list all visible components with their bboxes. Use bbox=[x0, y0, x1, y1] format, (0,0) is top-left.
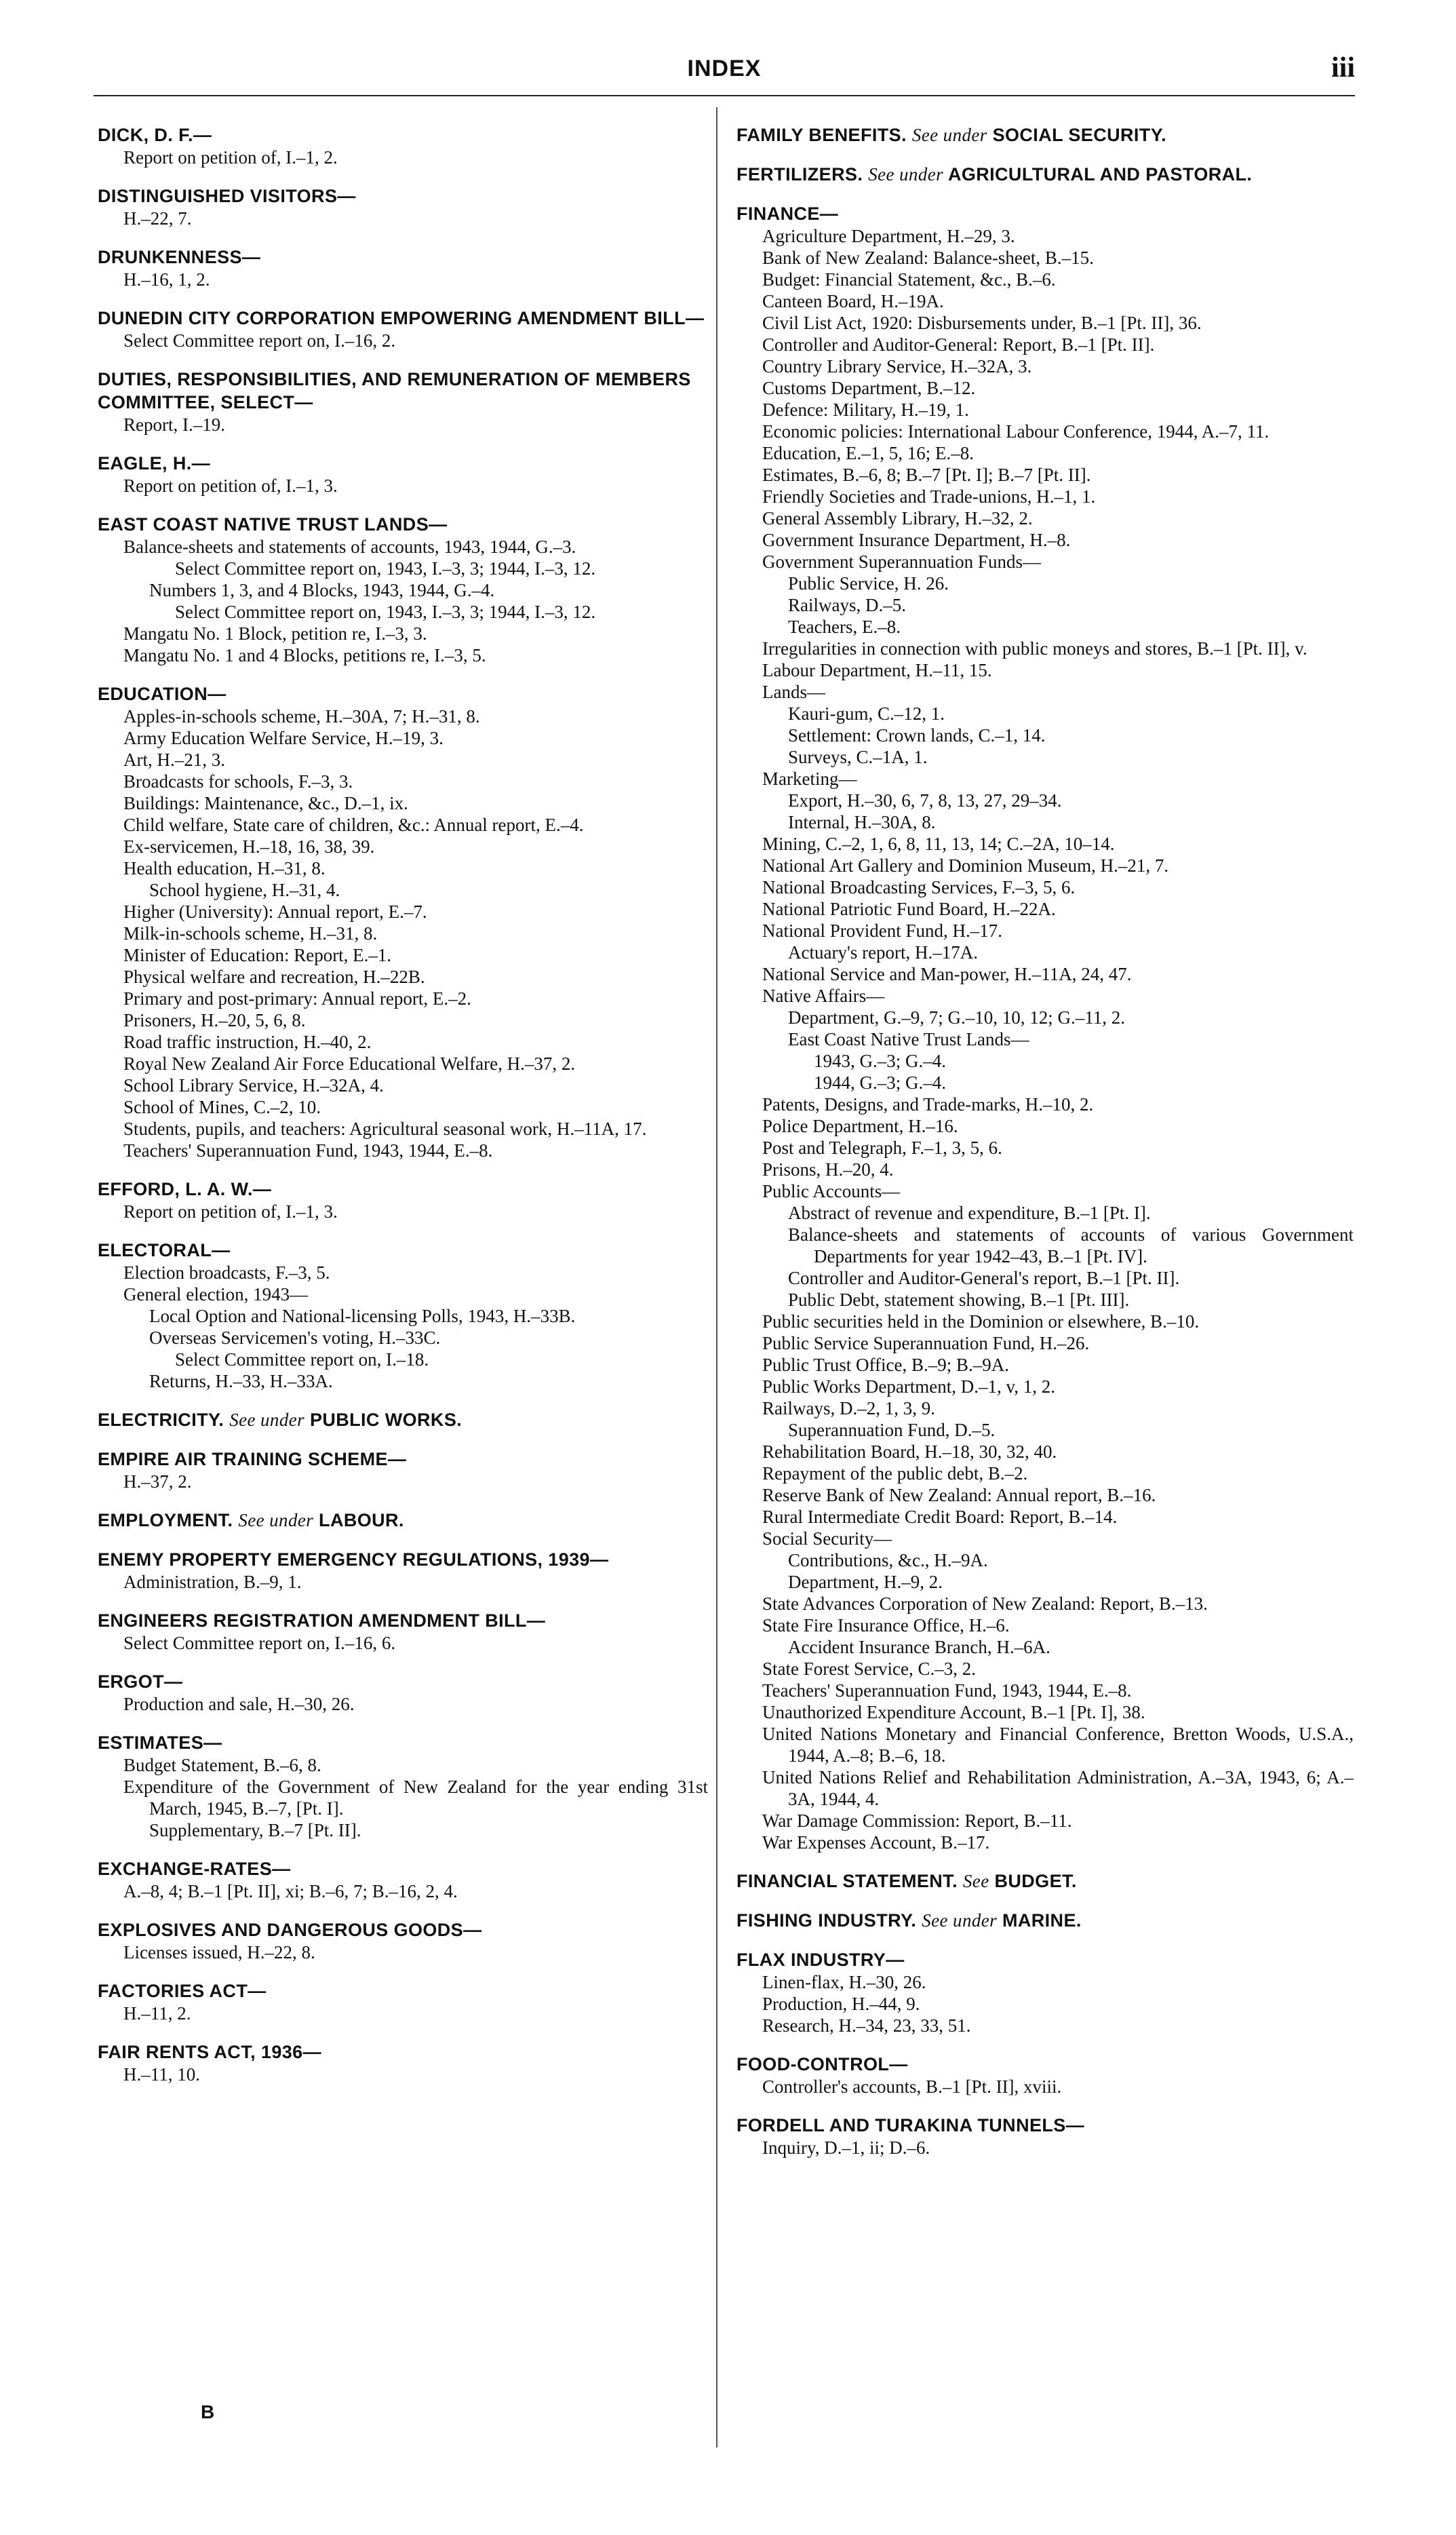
index-entry bbox=[98, 1239, 708, 1392]
see-reference-label: See bbox=[962, 1871, 989, 1891]
heading-text: EAGLE, H.— bbox=[98, 453, 211, 473]
entry-subitem: H.–11, 10. bbox=[123, 2064, 200, 2085]
entry-subitem: Licenses issued, H.–22, 8. bbox=[123, 1942, 315, 1962]
entry-subitem: Railways, D.–5. bbox=[788, 595, 906, 615]
entry-subitem: H.–16, 1, 2. bbox=[123, 269, 210, 290]
entry-subitem: Public Trust Office, B.–9; B.–9A. bbox=[762, 1355, 1010, 1375]
entry-subitem: Select Committee report on, I.–18. bbox=[175, 1349, 429, 1370]
entry-subitem: Election broadcasts, F.–3, 5. bbox=[123, 1262, 330, 1283]
entry-subitem: Controller and Auditor-General: Report, B.–1 [Pt. II]. bbox=[762, 334, 1155, 355]
entry-heading bbox=[98, 1857, 708, 1880]
entry-subitem: Public Service, H. 26. bbox=[788, 573, 949, 594]
heading-text: EAST COAST NATIVE TRUST LANDS— bbox=[98, 514, 448, 535]
entry-subitem: Expenditure of the Government of New Zealand for the year ending 31st March, 1945, B.–7, [Pt. I]. bbox=[123, 1777, 708, 1819]
entry-subitem: Mining, C.–2, 1, 6, 8, 11, 13, 14; C.–2A, 10–14. bbox=[762, 834, 1115, 854]
entry-heading bbox=[98, 1548, 708, 1571]
entry-subitem: Surveys, C.–1A, 1. bbox=[788, 747, 928, 767]
header-rule bbox=[94, 95, 1355, 96]
heading-text: ELECTRICITY. bbox=[98, 1410, 224, 1430]
entry-subitem: Students, pupils, and teachers: Agricultural seasonal work, H.–11A, 17. bbox=[123, 1119, 647, 1139]
heading-text: ENGINEERS REGISTRATION AMENDMENT BILL— bbox=[98, 1610, 546, 1631]
entry-subitem: Irregularities in connection with public moneys and stores, B.–1 [Pt. II], v. bbox=[762, 638, 1307, 659]
entry-subitem: Production and sale, H.–30, 26. bbox=[123, 1694, 355, 1714]
entry-subitem: Report on petition of, I.–1, 3. bbox=[123, 1201, 338, 1222]
entry-subitem: National Broadcasting Services, F.–3, 5, 6. bbox=[762, 877, 1076, 897]
entry-subitem: Lands— bbox=[762, 682, 825, 702]
entry-subitem: Post and Telegraph, F.–1, 3, 5, 6. bbox=[762, 1138, 1002, 1158]
entry-subitem: Department, G.–9, 7; G.–10, 10, 12; G.–11, 2. bbox=[788, 1007, 1125, 1028]
entry-subitem: Repayment of the public debt, B.–2. bbox=[762, 1463, 1028, 1484]
heading-text: DISTINGUISHED VISITORS— bbox=[98, 186, 356, 206]
entry-subitem: Actuary's report, H.–17A. bbox=[788, 942, 979, 963]
entry-subitem: Select Committee report on, 1943, I.–3, 3; 1944, I.–3, 12. bbox=[175, 558, 596, 579]
see-reference-label: See under bbox=[238, 1510, 314, 1530]
heading-text: FINANCIAL STATEMENT. bbox=[736, 1871, 958, 1891]
entry-heading bbox=[98, 1178, 708, 1201]
entry-subitem: Police Department, H.–16. bbox=[762, 1116, 958, 1136]
heading-text: EXCHANGE-RATES— bbox=[98, 1859, 291, 1879]
index-entry bbox=[736, 1909, 1354, 1932]
entry-subitem: Higher (University): Annual report, E.–7. bbox=[123, 902, 427, 922]
page-header bbox=[94, 49, 1355, 98]
heading-text: ERGOT— bbox=[98, 1671, 183, 1692]
entry-subitem: Reserve Bank of New Zealand: Annual report, B.–16. bbox=[762, 1485, 1156, 1505]
index-entry bbox=[736, 2053, 1354, 2097]
entry-subitem: Public Works Department, D.–1, v, 1, 2. bbox=[762, 1376, 1056, 1397]
heading-text: FAIR RENTS ACT, 1936— bbox=[98, 2042, 321, 2062]
index-entry bbox=[98, 2040, 708, 2085]
entry-subitem: Physical welfare and recreation, H.–22B. bbox=[123, 967, 425, 987]
entry-subitem: National Patriotic Fund Board, H.–22A. bbox=[762, 899, 1056, 919]
entry-subitem: Settlement: Crown lands, C.–1, 14. bbox=[788, 725, 1046, 746]
heading-text: FORDELL AND TURAKINA TUNNELS— bbox=[736, 2115, 1085, 2135]
entry-subitem: Bank of New Zealand: Balance-sheet, B.–15. bbox=[762, 248, 1094, 268]
index-entry bbox=[736, 202, 1354, 1853]
entry-subitem: United Nations Relief and Rehabilitation Administration, A.–3A, 1943, 6; A.–3A, 1944, 4. bbox=[762, 1767, 1354, 1809]
see-reference-target: PUBLIC WORKS. bbox=[309, 1410, 463, 1430]
entry-subitem: State Advances Corporation of New Zealand: Report, B.–13. bbox=[762, 1593, 1208, 1614]
entry-subitem: Rural Intermediate Credit Board: Report, B.–14. bbox=[762, 1507, 1118, 1527]
entry-subitem: Labour Department, H.–11, 15. bbox=[762, 660, 992, 680]
see-reference-target: AGRICULTURAL AND PASTORAL. bbox=[947, 164, 1253, 185]
heading-text: EMPLOYMENT. bbox=[98, 1510, 233, 1530]
entry-subitem: East Coast Native Trust Lands— bbox=[788, 1029, 1029, 1049]
entry-heading bbox=[98, 1408, 708, 1431]
page-number: iii bbox=[1331, 52, 1355, 83]
entry-heading bbox=[736, 123, 1354, 147]
entry-heading bbox=[98, 1448, 708, 1471]
index-entry bbox=[98, 1509, 708, 1532]
entry-subitem: State Forest Service, C.–3, 2. bbox=[762, 1659, 976, 1679]
entry-subitem: Supplementary, B.–7 [Pt. II]. bbox=[149, 1820, 361, 1840]
heading-text: ELECTORAL— bbox=[98, 1240, 231, 1260]
entry-heading bbox=[98, 1731, 708, 1754]
entry-subitem: Report on petition of, I.–1, 2. bbox=[123, 147, 338, 168]
entry-subitem: Balance-sheets and statements of accounts of various Government Departments for year 1942–43, B.–1 [Pt. IV]. bbox=[788, 1224, 1354, 1266]
see-reference-target: SOCIAL SECURITY. bbox=[992, 125, 1167, 145]
heading-text: EMPIRE AIR TRAINING SCHEME— bbox=[98, 1449, 407, 1469]
index-entry bbox=[98, 682, 708, 1161]
entry-subitem: Health education, H.–31, 8. bbox=[123, 858, 326, 878]
entry-subitem: Government Insurance Department, H.–8. bbox=[762, 530, 1071, 550]
heading-text: EDUCATION— bbox=[98, 684, 227, 704]
entry-subitem: Select Committee report on, I.–16, 6. bbox=[123, 1633, 396, 1653]
heading-text: FACTORIES ACT— bbox=[98, 1981, 267, 2001]
entry-subitem: Report, I.–19. bbox=[123, 414, 225, 435]
entry-heading bbox=[98, 682, 708, 705]
entry-subitem: Inquiry, D.–1, ii; D.–6. bbox=[762, 2137, 930, 2158]
entry-subitem: Numbers 1, 3, and 4 Blocks, 1943, 1944, G.–4. bbox=[149, 580, 495, 600]
entry-heading bbox=[98, 452, 708, 475]
entry-heading bbox=[98, 1918, 708, 1941]
index-entry bbox=[98, 1857, 708, 1902]
entry-heading bbox=[98, 2040, 708, 2064]
entry-subitem: Social Security— bbox=[762, 1528, 892, 1549]
entry-subitem: Returns, H.–33, H.–33A. bbox=[149, 1371, 333, 1391]
entry-subitem: General Assembly Library, H.–32, 2. bbox=[762, 508, 1033, 528]
entry-subitem: Report on petition of, I.–1, 3. bbox=[123, 476, 338, 496]
index-entry bbox=[98, 1609, 708, 1654]
see-reference-label: See under bbox=[922, 1910, 998, 1931]
entry-heading bbox=[736, 1909, 1354, 1932]
entry-subitem: Ex-servicemen, H.–18, 16, 38, 39. bbox=[123, 836, 375, 857]
entry-subitem: National Service and Man-power, H.–11A, 24, 47. bbox=[762, 964, 1132, 984]
entry-subitem: Abstract of revenue and expenditure, B.–1 [Pt. I]. bbox=[788, 1203, 1151, 1223]
index-entry bbox=[98, 368, 708, 436]
heading-text: ESTIMATES— bbox=[98, 1733, 222, 1753]
entry-subitem: H.–11, 2. bbox=[123, 2003, 191, 2024]
entry-subitem: H.–22, 7. bbox=[123, 208, 192, 229]
index-entry bbox=[98, 246, 708, 290]
entry-subitem: General election, 1943— bbox=[123, 1284, 309, 1304]
index-entry bbox=[98, 452, 708, 497]
index-entry bbox=[98, 1731, 708, 1841]
entry-subitem: Public Debt, statement showing, B.–1 [Pt. III]. bbox=[788, 1290, 1130, 1310]
entry-heading bbox=[98, 246, 708, 269]
entry-subitem: Marketing— bbox=[762, 769, 857, 789]
entry-subitem: Prisons, H.–20, 4. bbox=[762, 1159, 894, 1180]
entry-subitem: Overseas Servicemen's voting, H.–33C. bbox=[149, 1328, 441, 1348]
entry-heading bbox=[98, 513, 708, 536]
see-reference-label: See under bbox=[911, 125, 987, 145]
entry-subitem: National Art Gallery and Dominion Museum, H.–21, 7. bbox=[762, 855, 1169, 876]
index-entry bbox=[98, 513, 708, 666]
entry-subitem: Economic policies: International Labour Conference, 1944, A.–7, 11. bbox=[762, 421, 1270, 442]
entry-subitem: Export, H.–30, 6, 7, 8, 13, 27, 29–34. bbox=[788, 790, 1062, 811]
entry-subitem: Patents, Designs, and Trade-marks, H.–10, 2. bbox=[762, 1094, 1094, 1115]
entry-subitem: Broadcasts for schools, F.–3, 3. bbox=[123, 771, 353, 792]
entry-subitem: Native Affairs— bbox=[762, 986, 885, 1006]
entry-subitem: Friendly Societies and Trade-unions, H.–1, 1. bbox=[762, 486, 1096, 507]
entry-subitem: Government Superannuation Funds— bbox=[762, 551, 1041, 572]
entry-subitem: Budget Statement, B.–6, 8. bbox=[123, 1755, 321, 1775]
entry-subitem: Internal, H.–30A, 8. bbox=[788, 812, 936, 832]
entry-subitem: Public Accounts— bbox=[762, 1181, 901, 1201]
index-entry bbox=[98, 1670, 708, 1715]
entry-subitem: School Library Service, H.–32A, 4. bbox=[123, 1075, 384, 1096]
entry-subitem: Unauthorized Expenditure Account, B.–1 [Pt. I], 38. bbox=[762, 1702, 1145, 1722]
entry-heading bbox=[736, 1870, 1354, 1893]
entry-subitem: Royal New Zealand Air Force Educational Welfare, H.–37, 2. bbox=[123, 1053, 576, 1074]
page-title: INDEX bbox=[687, 56, 762, 81]
entry-subitem: Budget: Financial Statement, &c., B.–6. bbox=[762, 269, 1056, 290]
entry-subitem: Balance-sheets and statements of accounts, 1943, 1944, G.–3. bbox=[123, 537, 576, 557]
entry-subitem: Buildings: Maintenance, &c., D.–1, ix. bbox=[123, 793, 408, 813]
entry-subitem: Teachers' Superannuation Fund, 1943, 1944, E.–8. bbox=[123, 1140, 493, 1161]
index-entry bbox=[98, 307, 708, 351]
heading-text: DUTIES, RESPONSIBILITIES, AND REMUNERATION OF MEMBERS COMMITTEE, SELECT— bbox=[98, 369, 691, 412]
entry-subitem: School hygiene, H.–31, 4. bbox=[149, 880, 340, 900]
entry-subitem: Select Committee report on, I.–16, 2. bbox=[123, 330, 396, 351]
entry-subitem: Administration, B.–9, 1. bbox=[123, 1572, 302, 1592]
see-reference-label: See under bbox=[868, 164, 944, 185]
signature-mark: B bbox=[201, 2401, 215, 2422]
heading-text: FINANCE— bbox=[736, 204, 839, 224]
entry-subitem: Controller's accounts, B.–1 [Pt. II], xviii. bbox=[762, 2076, 1062, 2097]
entry-subitem: War Damage Commission: Report, B.–11. bbox=[762, 1811, 1072, 1831]
index-entry bbox=[98, 1448, 708, 1492]
entry-subitem: Minister of Education: Report, E.–1. bbox=[123, 945, 392, 965]
entry-subitem: Superannuation Fund, D.–5. bbox=[788, 1420, 996, 1440]
heading-text: ENEMY PROPERTY EMERGENCY REGULATIONS, 1939— bbox=[98, 1549, 609, 1570]
see-reference-label: See under bbox=[229, 1410, 305, 1430]
entry-subitem: Mangatu No. 1 Block, petition re, I.–3, 3. bbox=[123, 623, 427, 644]
heading-text: FERTILIZERS. bbox=[736, 164, 863, 185]
entry-subitem: Canteen Board, H.–19A. bbox=[762, 291, 944, 311]
entry-subitem: Accident Insurance Branch, H.–6A. bbox=[788, 1637, 1050, 1657]
entry-subitem: Road traffic instruction, H.–40, 2. bbox=[123, 1032, 372, 1052]
see-reference-target: BUDGET. bbox=[994, 1871, 1077, 1891]
entry-subitem: Production, H.–44, 9. bbox=[762, 1994, 920, 2014]
entry-subitem: National Provident Fund, H.–17. bbox=[762, 921, 1002, 941]
entry-subitem: Country Library Service, H.–32A, 3. bbox=[762, 356, 1032, 376]
entry-subitem: Prisoners, H.–20, 5, 6, 8. bbox=[123, 1010, 306, 1030]
heading-text: DICK, D. F.— bbox=[98, 125, 212, 145]
entry-subitem: Agriculture Department, H.–29, 3. bbox=[762, 226, 1015, 246]
see-reference-target: MARINE. bbox=[1002, 1910, 1082, 1931]
index-entry bbox=[98, 185, 708, 229]
entry-subitem: Local Option and National-licensing Polls, 1943, H.–33B. bbox=[149, 1306, 576, 1326]
entry-heading bbox=[736, 2114, 1354, 2137]
entry-subitem: Research, H.–34, 23, 33, 51. bbox=[762, 2015, 971, 2036]
heading-text: FAMILY BENEFITS. bbox=[736, 125, 907, 145]
entry-subitem: Child welfare, State care of children, &c.: Annual report, E.–4. bbox=[123, 815, 584, 835]
entry-subitem: Teachers, E.–8. bbox=[788, 617, 901, 637]
entry-subitem: War Expenses Account, B.–17. bbox=[762, 1832, 990, 1853]
entry-heading bbox=[98, 1239, 708, 1262]
index-entry bbox=[736, 1948, 1354, 2036]
index-entry bbox=[736, 163, 1354, 186]
entry-subitem: Civil List Act, 1920: Disbursements under, B.–1 [Pt. II], 36. bbox=[762, 313, 1202, 333]
entry-subitem: Defence: Military, H.–19, 1. bbox=[762, 400, 969, 420]
right-column bbox=[736, 123, 1354, 2175]
index-entry bbox=[736, 2114, 1354, 2159]
index-entry bbox=[98, 1408, 708, 1431]
entry-subitem: Art, H.–21, 3. bbox=[123, 750, 225, 770]
entry-subitem: Contributions, &c., H.–9A. bbox=[788, 1550, 988, 1570]
heading-text: FISHING INDUSTRY. bbox=[736, 1910, 917, 1931]
entry-subitem: A.–8, 4; B.–1 [Pt. II], xi; B.–6, 7; B.–16, 2, 4. bbox=[123, 1881, 458, 1901]
entry-subitem: United Nations Monetary and Financial Conference, Bretton Woods, U.S.A., 1944, A.–8; B.–6, 18. bbox=[762, 1724, 1354, 1766]
heading-text: EFFORD, L. A. W.— bbox=[98, 1179, 272, 1199]
index-entry bbox=[98, 1918, 708, 1963]
index-entry bbox=[736, 123, 1354, 147]
heading-text: DUNEDIN CITY CORPORATION EMPOWERING AMENDMENT BILL— bbox=[98, 308, 705, 328]
see-reference-target: LABOUR. bbox=[319, 1510, 404, 1530]
entry-subitem: Railways, D.–2, 1, 3, 9. bbox=[762, 1398, 935, 1418]
entry-heading bbox=[98, 1509, 708, 1532]
entry-subitem: Mangatu No. 1 and 4 Blocks, petitions re, I.–3, 5. bbox=[123, 645, 486, 665]
index-entry bbox=[98, 1178, 708, 1222]
entry-subitem: Kauri-gum, C.–12, 1. bbox=[788, 703, 945, 724]
heading-text: FOOD-CONTROL— bbox=[736, 2054, 908, 2074]
entry-subitem: Estimates, B.–6, 8; B.–7 [Pt. I]; B.–7 [Pt. II]. bbox=[762, 465, 1091, 485]
entry-heading bbox=[736, 163, 1354, 186]
entry-subitem: Public Service Superannuation Fund, H.–26. bbox=[762, 1333, 1090, 1353]
entry-subitem: Select Committee report on, 1943, I.–3, 3; 1944, I.–3, 12. bbox=[175, 602, 596, 622]
entry-heading bbox=[736, 2053, 1354, 2076]
entry-heading bbox=[98, 185, 708, 208]
index-entry bbox=[736, 1870, 1354, 1893]
entry-subitem: School of Mines, C.–2, 10. bbox=[123, 1097, 321, 1117]
column-divider bbox=[716, 107, 717, 2447]
left-column bbox=[98, 123, 708, 2102]
entry-heading bbox=[98, 123, 708, 147]
entry-subitem: H.–37, 2. bbox=[123, 1471, 192, 1492]
entry-subitem: Primary and post-primary: Annual report, E.–2. bbox=[123, 988, 471, 1009]
entry-subitem: Education, E.–1, 5, 16; E.–8. bbox=[762, 443, 974, 463]
entry-subitem: State Fire Insurance Office, H.–6. bbox=[762, 1615, 1010, 1636]
entry-heading bbox=[98, 368, 708, 414]
entry-subitem: Milk-in-schools scheme, H.–31, 8. bbox=[123, 923, 378, 944]
entry-heading bbox=[98, 307, 708, 330]
entry-subitem: Teachers' Superannuation Fund, 1943, 1944, E.–8. bbox=[762, 1680, 1132, 1701]
entry-subitem: 1944, G.–3; G.–4. bbox=[814, 1072, 946, 1093]
heading-text: DRUNKENNESS— bbox=[98, 247, 261, 267]
entry-heading bbox=[736, 1948, 1354, 1971]
entry-subitem: Department, H.–9, 2. bbox=[788, 1572, 943, 1592]
entry-subitem: Army Education Welfare Service, H.–19, 3. bbox=[123, 728, 444, 748]
entry-heading bbox=[98, 1670, 708, 1693]
entry-subitem: Rehabilitation Board, H.–18, 30, 32, 40. bbox=[762, 1441, 1057, 1462]
entry-heading bbox=[736, 202, 1354, 225]
index-entry bbox=[98, 1979, 708, 2024]
entry-subitem: Controller and Auditor-General's report, B.–1 [Pt. II]. bbox=[788, 1268, 1180, 1288]
entry-subitem: Customs Department, B.–12. bbox=[762, 378, 976, 398]
entry-subitem: 1943, G.–3; G.–4. bbox=[814, 1051, 946, 1071]
entry-subitem: Linen-flax, H.–30, 26. bbox=[762, 1972, 926, 1992]
entry-heading bbox=[98, 1979, 708, 2002]
index-entry bbox=[98, 123, 708, 168]
entry-subitem: Public securities held in the Dominion or elsewhere, B.–10. bbox=[762, 1311, 1200, 1332]
entry-subitem: Apples-in-schools scheme, H.–30A, 7; H.–31, 8. bbox=[123, 706, 480, 727]
heading-text: FLAX INDUSTRY— bbox=[736, 1950, 905, 1970]
entry-heading bbox=[98, 1609, 708, 1632]
index-entry bbox=[98, 1548, 708, 1593]
heading-text: EXPLOSIVES AND DANGEROUS GOODS— bbox=[98, 1920, 482, 1940]
